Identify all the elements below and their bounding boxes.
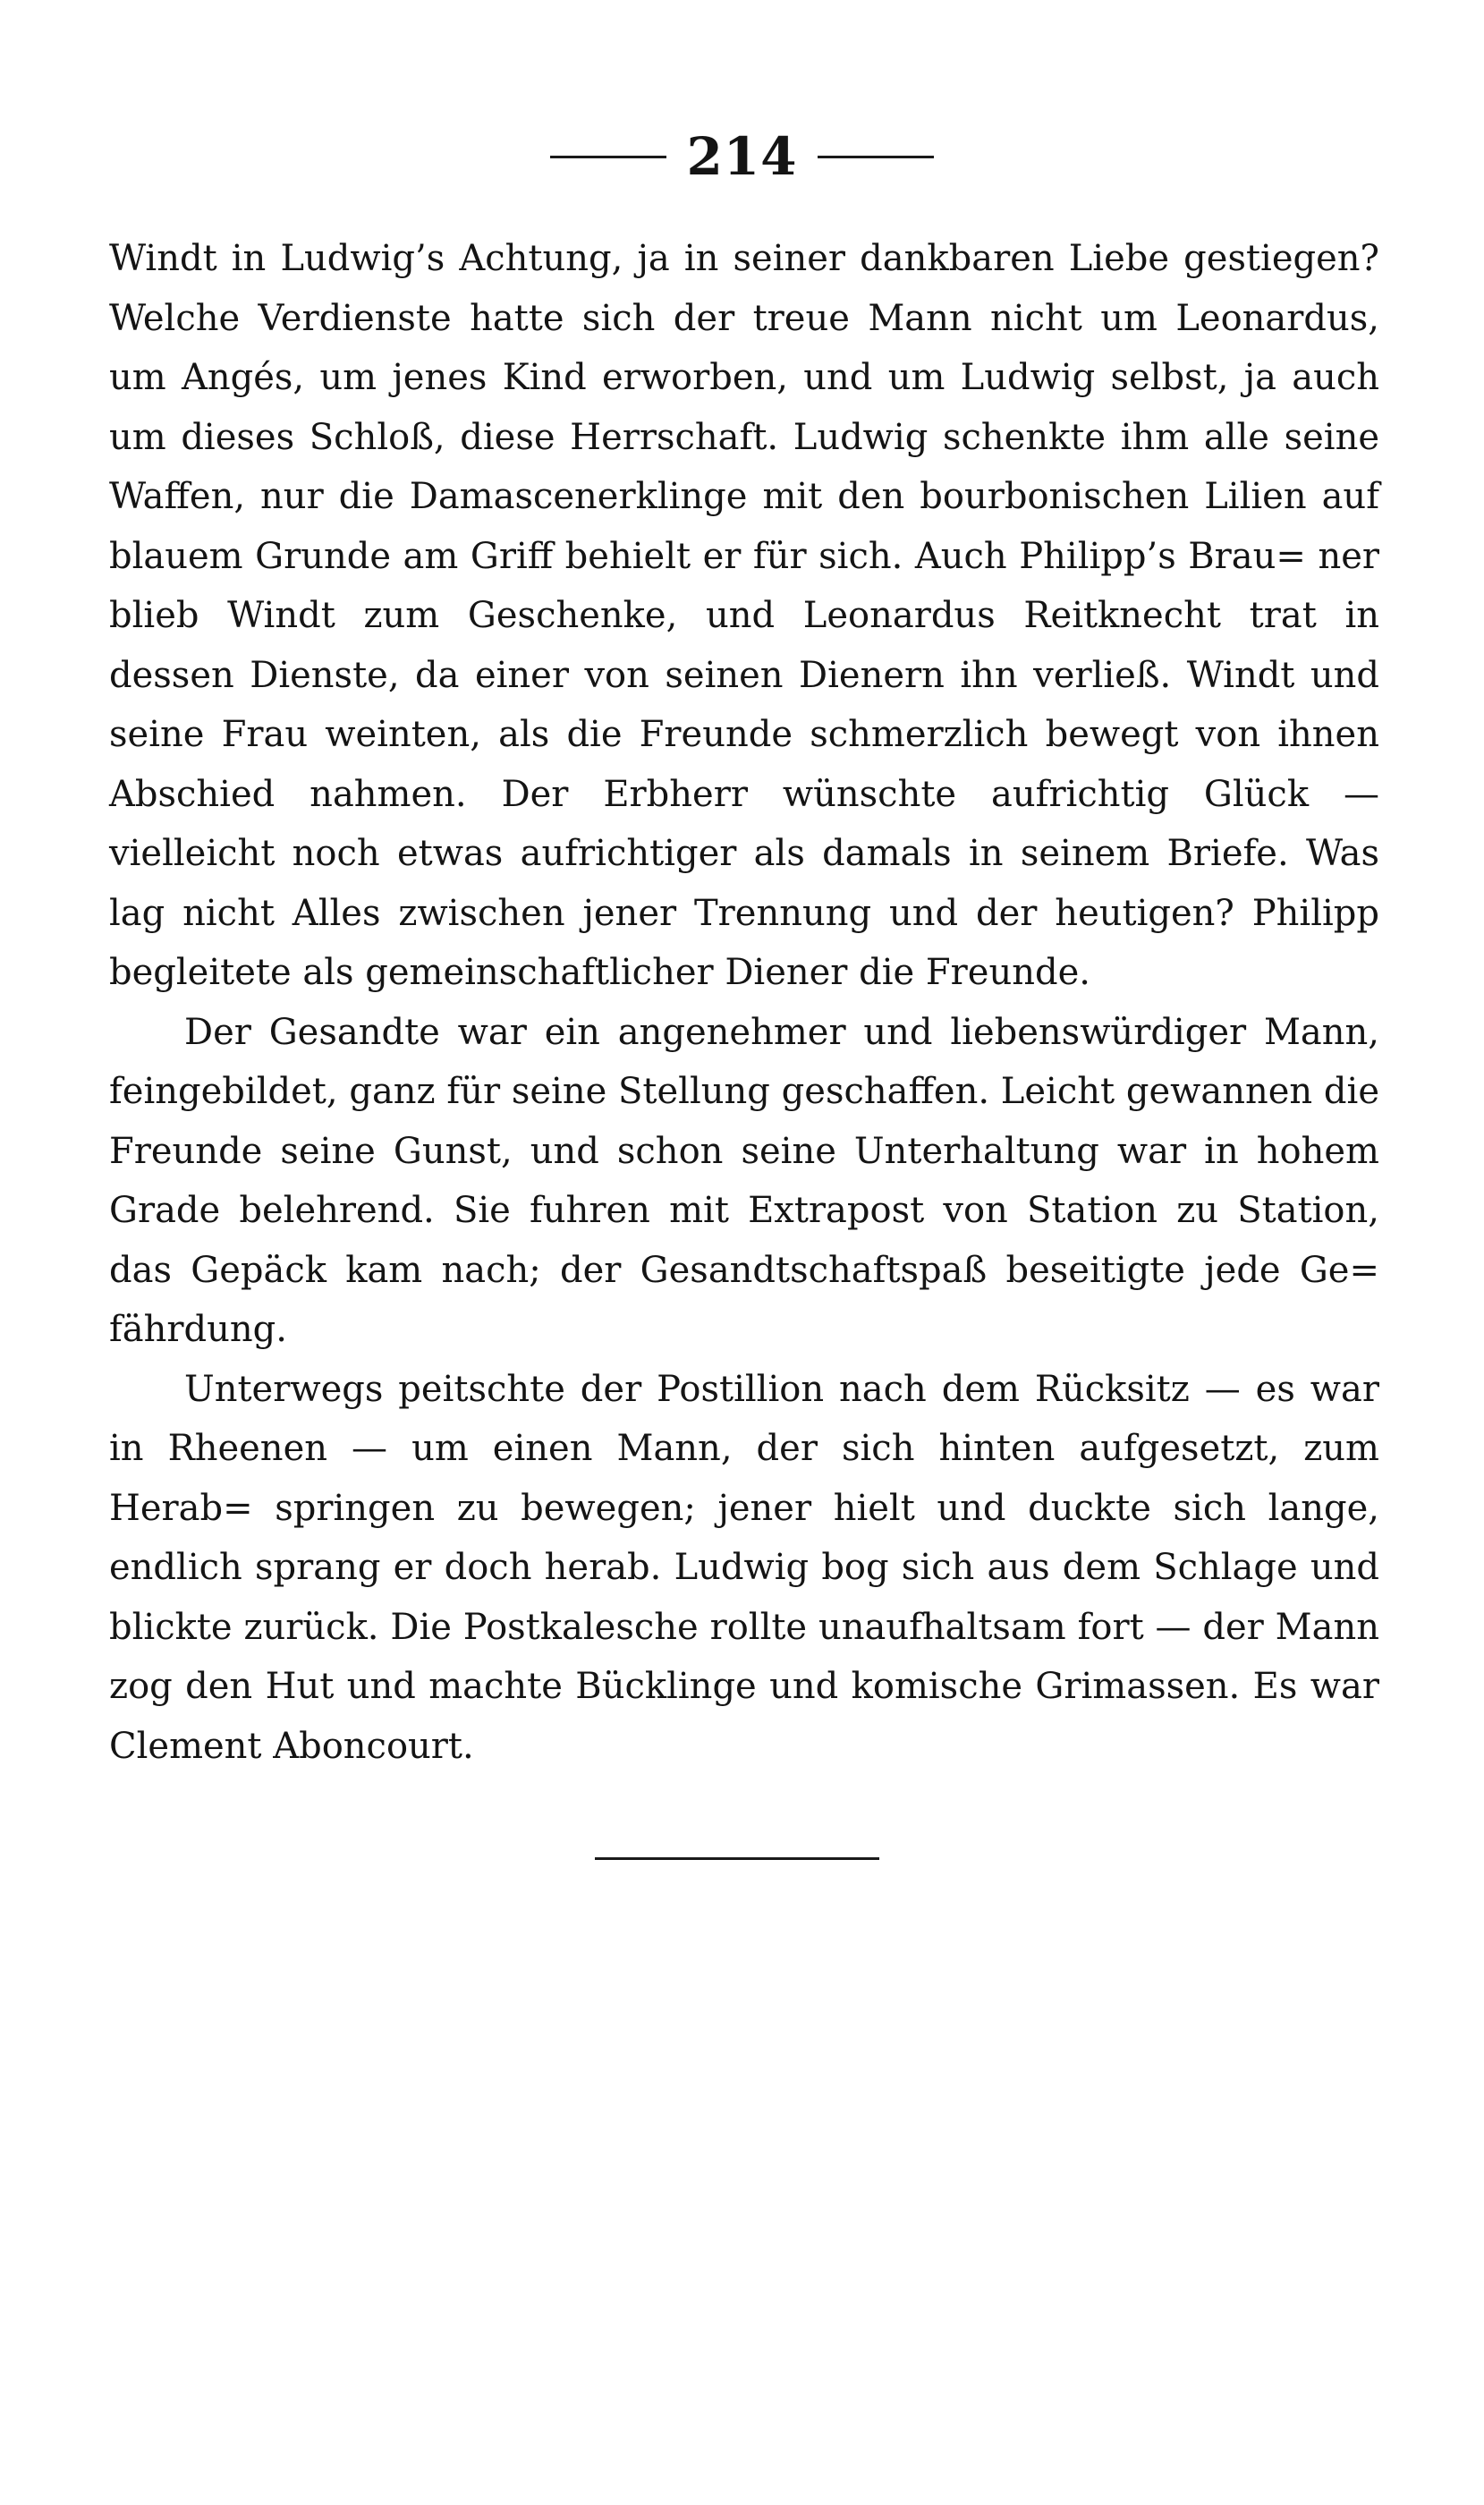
closing-rule	[595, 1857, 879, 1860]
paragraph-envoy: Der Gesandte war ein angenehmer und liebenswürdiger Mann, feingebildet, ganz für seine Stellung geschaffen. Leicht gewannen die Freunde seine Gunst, und schon seine Unterhaltung war in hohem Grade belehrend. Sie fuhren mit Extrapost von Station zu Station, das Gepäck kam nach; der Gesandtschaftspaß beseitigte jede Ge= fährdung.	[109, 1011, 1379, 1350]
paragraph-journey: Unterwegs peitschte der Postillion nach dem Rücksitz — es war in Rheenen — um einen Mann, der sich hinten aufgesetzt, zum Herab= springen zu bewegen; jener hielt und duckte sich lange, endlich sprang er doch herab. Ludwig bog sich aus dem Schlage und blickte zurück. Die Postkalesche rollte unaufhaltsam fort — der Mann zog den Hut und machte Bücklinge und komische Grimassen. Es war Clement Aboncourt.	[109, 1368, 1379, 1767]
paragraph-continuation: Windt in Ludwig’s Achtung, ja in seiner dankbaren Liebe gestiegen? Welche Verdienste hatte sich der treue Mann nicht um Leonardus, um Angés, um jenes Kind erworben, und um Ludwig selbst, ja auch um dieses Schloß, diese Herrschaft. Ludwig schenkte ihm alle seine Waffen, nur die Damascenerklinge mit den bourbonischen Lilien auf blauem Grunde am Griff behielt er für sich. Auch Philipp’s Brau= ner blieb Windt zum Geschenke, und Leonardus Reitknecht trat in dessen Dienste, da einer von seinen Dienern ihn verließ. Windt und seine Frau weinten, als die Freunde schmerzlich bewegt von ihnen Abschied nahmen. Der Erbherr wünschte aufrichtig Glück — vielleicht noch etwas aufrichtiger als damals in seinem Briefe. Was lag nicht Alles zwischen jener Trennung und der heutigen? Philipp begleitete als gemeinschaftlicher Diener die Freunde.	[109, 238, 1379, 993]
body-text	[109, 229, 1379, 1776]
page-header	[0, 121, 1484, 192]
header-rule-left	[550, 156, 666, 158]
header-rule-right	[818, 156, 934, 158]
page-number: 214	[686, 126, 798, 187]
